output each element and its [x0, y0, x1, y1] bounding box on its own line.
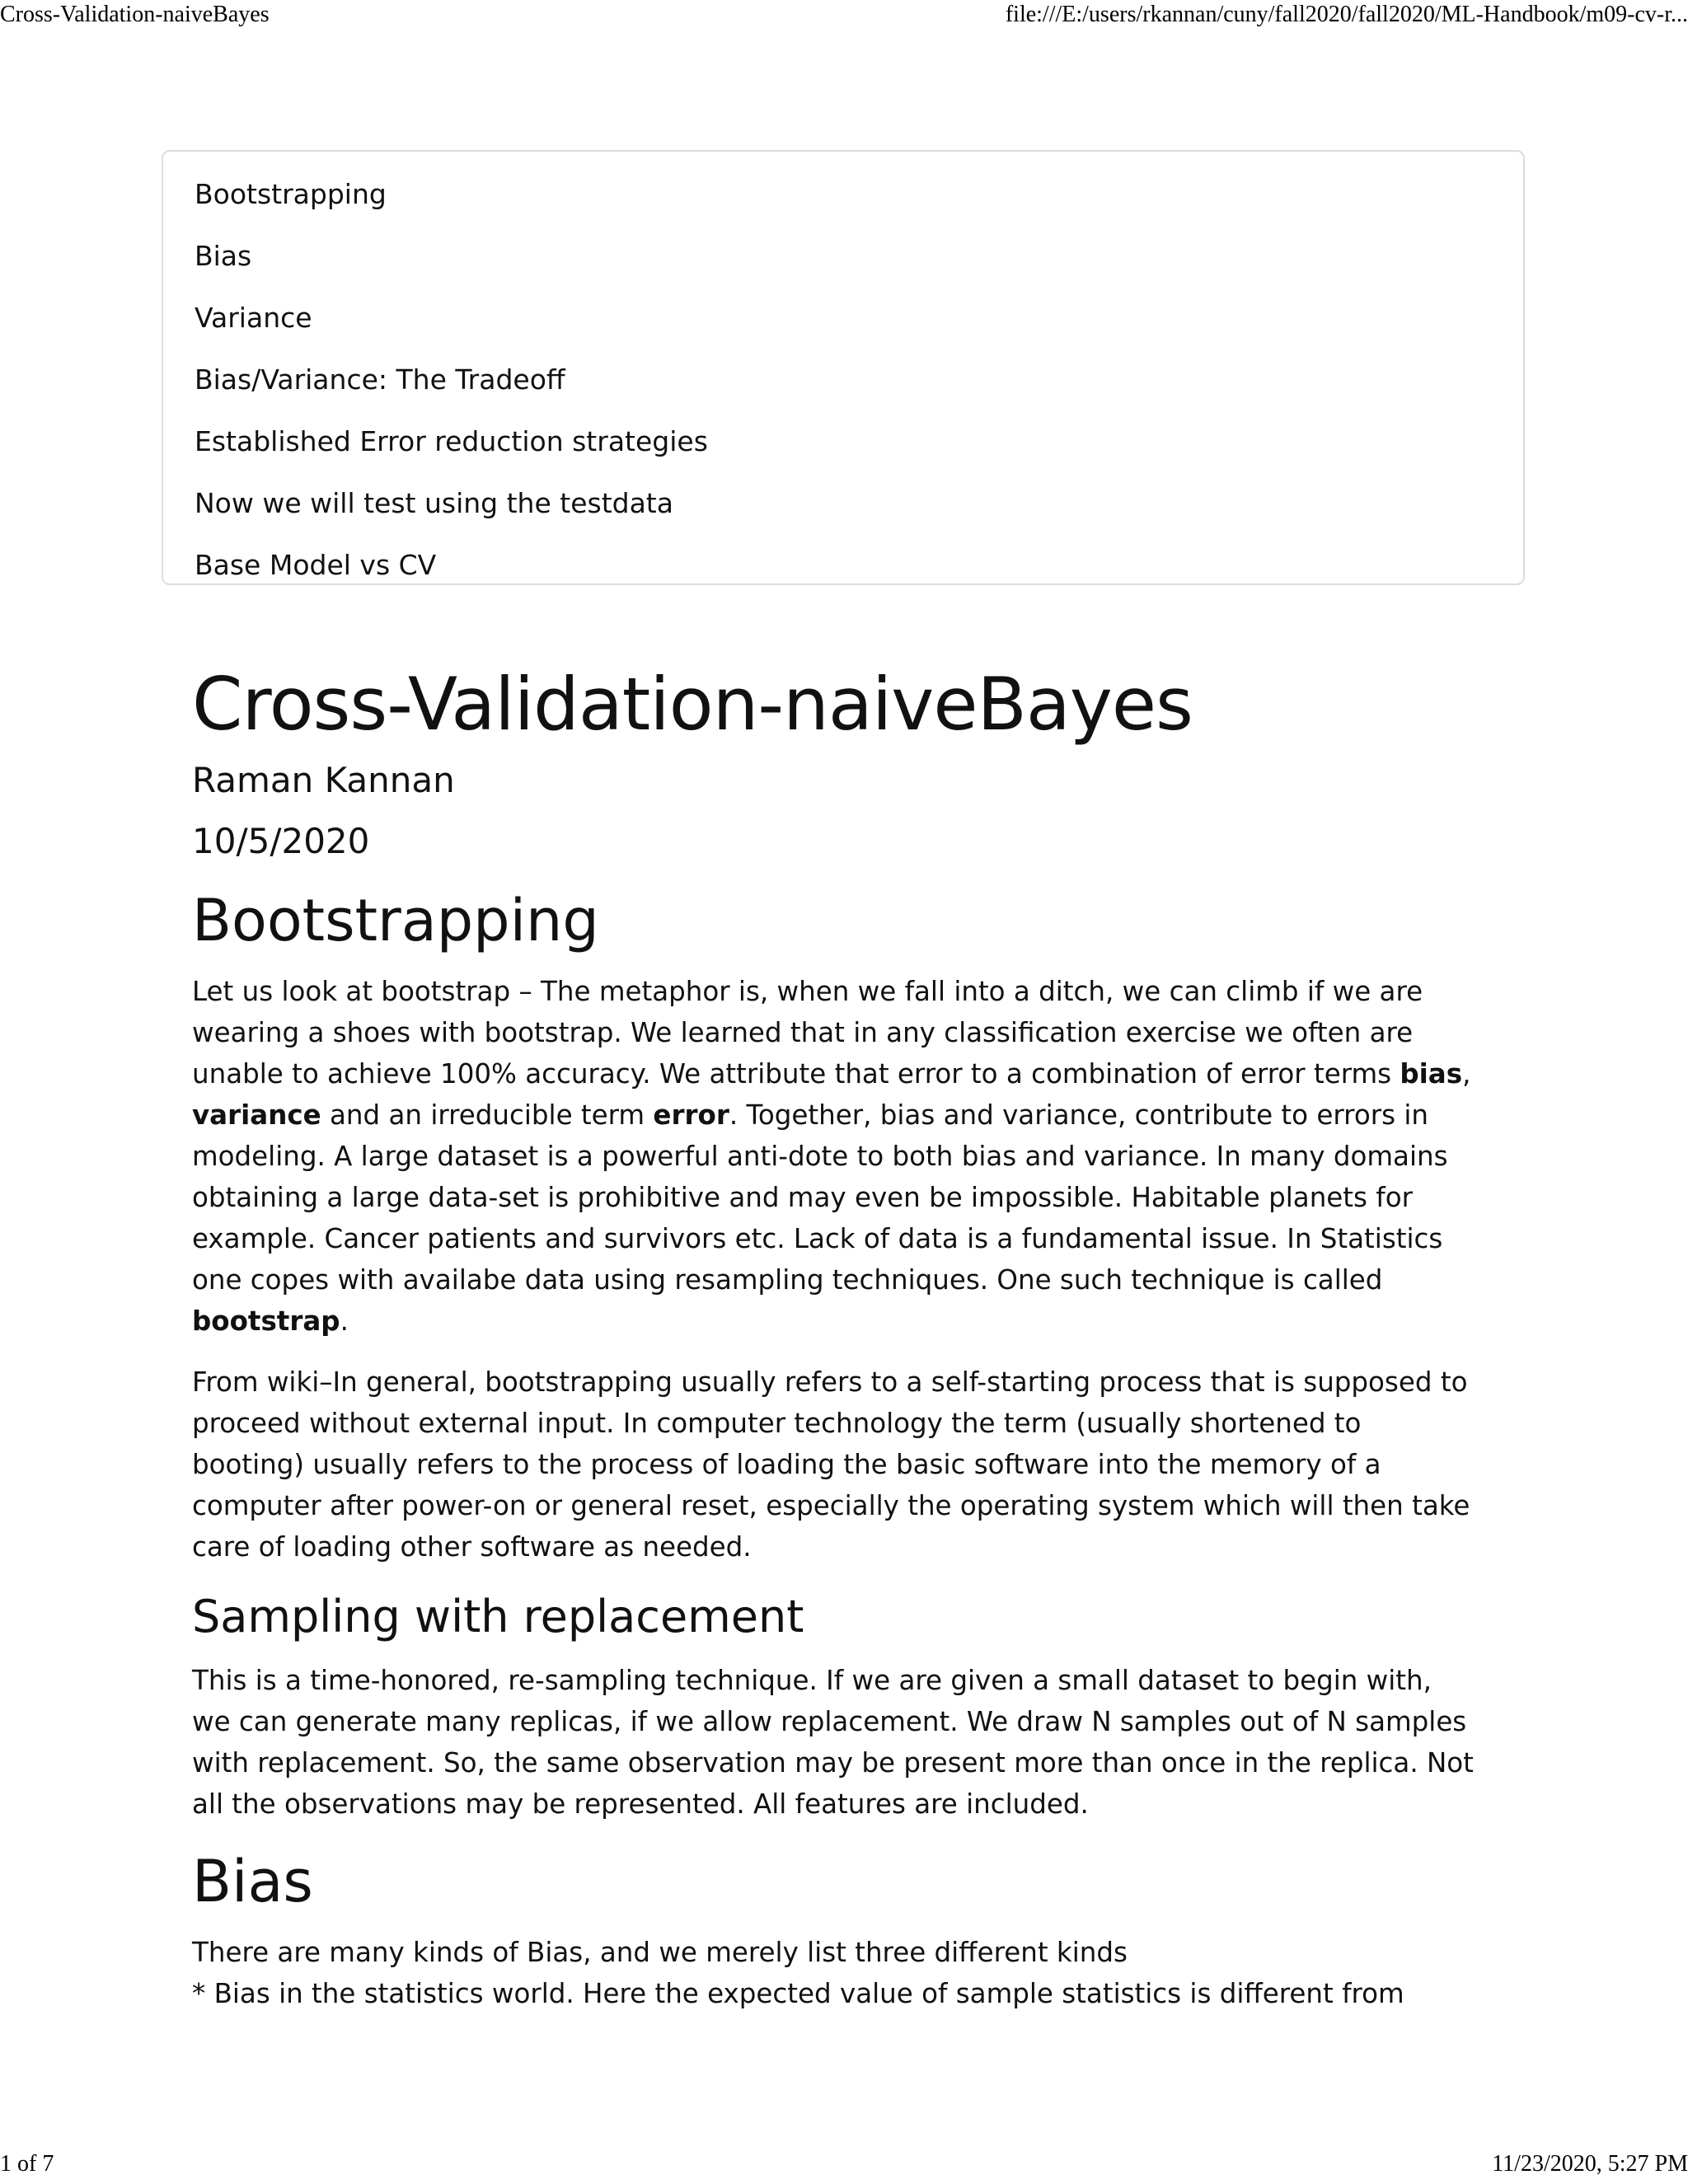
text-span: . Together, bias and variance, contribute to errors in modeling. A large dataset is a powerful anti-dote to both bias and variance. In many domains obtaining a large data-set is prohibitive and may even be impossible. Habitable planets for example. Cancer patients and survivors etc. Lack of data is a fundamental issue. In Statistics one copes with availabe data using resampling techniques. One such technique is called [192, 1099, 1448, 1296]
term-error: error [653, 1099, 729, 1131]
bias-paragraph [192, 1932, 1478, 2014]
bootstrapping-paragraph-2: From wiki–In general, bootstrapping usually refers to a self-starting process that is supposed to proceed without external input. In computer technology the term (usually shortened to booting) usually refers to the process of loading the basic software into the memory of a computer after power-on or general reset, especially the operating system which will then take care of loading other software as needed. [192, 1366, 1470, 1563]
text-span: and an irreducible term [321, 1099, 654, 1131]
print-header-title: Cross-Validation-naiveBayes [0, 2, 270, 27]
document-author: Raman Kannan [192, 760, 455, 800]
print-header-url: file:///E:/users/rkannan/cuny/fall2020/fall2020/ML-Handbook/m09-cv-r... [1005, 2, 1688, 27]
bootstrapping-paragraph-1 [192, 971, 1478, 1342]
toc-item-testdata[interactable]: Now we will test using the testdata [195, 487, 673, 519]
text-span: , [1462, 1058, 1471, 1090]
page-number: 1 of 7 [0, 2151, 54, 2177]
print-datetime: 11/23/2020, 5:27 PM [1492, 2151, 1688, 2177]
toc-item-base-model-vs-cv[interactable]: Base Model vs CV [195, 549, 437, 581]
bias-line-2: * Bias in the statistics world. Here the expected value of sample statistics is different from [192, 1978, 1404, 2009]
bias-line-1: There are many kinds of Bias, and we merely list three different kinds [192, 1937, 1128, 1968]
document-body [192, 659, 1478, 2034]
toc-item-variance[interactable]: Variance [195, 302, 312, 334]
term-bias: bias [1400, 1058, 1463, 1090]
toc-item-bootstrapping[interactable]: Bootstrapping [195, 178, 387, 210]
table-of-contents [162, 150, 1525, 585]
heading-sampling-with-replacement: Sampling with replacement [192, 1591, 804, 1643]
text-span: . [340, 1305, 349, 1337]
sampling-paragraph: This is a time-honored, re-sampling technique. If we are given a small dataset to begin with, we can generate many replicas, if we allow replacement. We draw N samples out of N samples with replacement. So, the same observation may be present more than once in the replica. Not all the observations may be represented. All features are included. [192, 1665, 1474, 1820]
document-title: Cross-Validation-naiveBayes [192, 662, 1193, 747]
heading-bias: Bias [192, 1848, 313, 1915]
toc-item-tradeoff[interactable]: Bias/Variance: The Tradeoff [195, 363, 565, 396]
document-date: 10/5/2020 [192, 821, 370, 861]
term-bootstrap: bootstrap [192, 1305, 340, 1337]
print-header [0, 2, 1688, 35]
heading-bootstrapping: Bootstrapping [192, 887, 599, 954]
toc-item-bias[interactable]: Bias [195, 240, 252, 272]
toc-item-error-reduction[interactable]: Established Error reduction strategies [195, 425, 708, 457]
term-variance: variance [192, 1099, 321, 1131]
text-span: Let us look at bootstrap – The metaphor is, when we fall into a ditch, we can climb if we are wearing a shoes with bootstrap. We learned that in any classification exercise we often are unable to achieve 100% accuracy. We attribute that error to a combination of error terms [192, 976, 1423, 1090]
print-footer [0, 2151, 1688, 2184]
